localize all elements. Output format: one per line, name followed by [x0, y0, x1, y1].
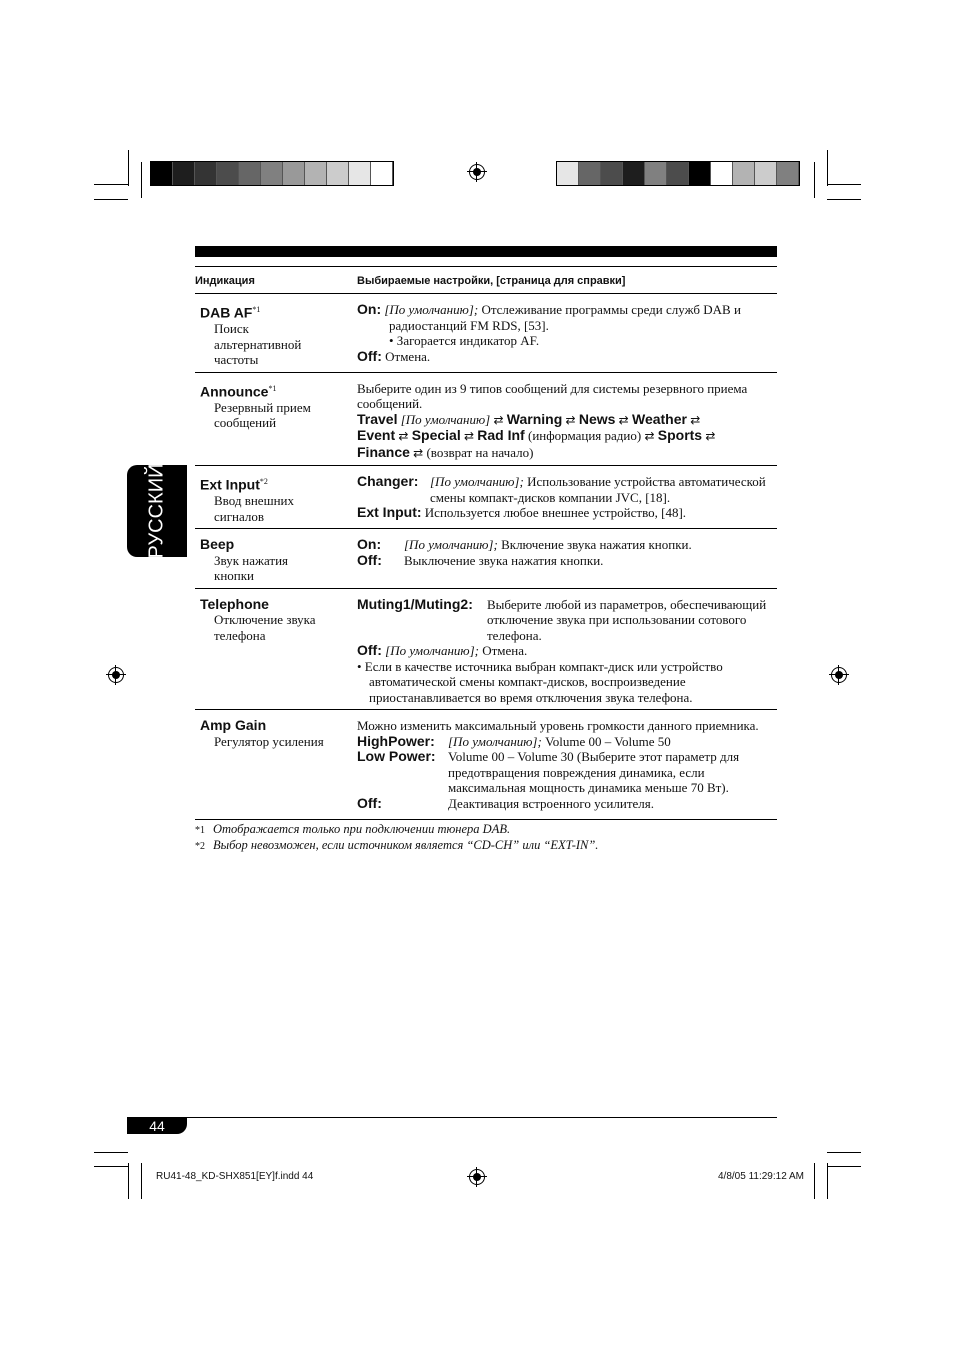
option-key: On:	[357, 536, 382, 553]
color-swatch	[645, 162, 667, 185]
color-swatch	[667, 162, 689, 185]
column-header-indication: Индикация	[195, 275, 255, 287]
color-swatch	[217, 162, 239, 185]
option-text: Выберите любой из параметров, обеспечивающий отключение звука при использовании сотового телефона.	[487, 596, 767, 643]
option-key: Changer:	[357, 473, 419, 490]
footnote-ref: *1	[252, 305, 261, 314]
cycle-arrow-icon: ⇄	[705, 429, 716, 444]
table-header	[195, 266, 777, 294]
registration-mark-icon	[831, 667, 847, 683]
language-tab	[127, 465, 187, 557]
option-text: Отслеживание программы среди служб DAB и радиостанций FM RDS, [53].	[389, 302, 741, 333]
default-marker: [По умолчанию];	[385, 643, 479, 659]
default-marker: [По умолчанию];	[448, 733, 542, 749]
table-row-beep	[195, 529, 777, 589]
color-swatch	[239, 162, 261, 185]
color-swatch	[371, 162, 393, 185]
registration-mark-icon	[469, 164, 485, 180]
announce-cycle: Travel [По умолчанию] ⇄ Warning ⇄ News ⇄ Weather ⇄ Event ⇄ Special ⇄ Rad Inf (информация радио) ⇄ Sports ⇄ Finance ⇄ (возврат на начало)	[357, 410, 716, 460]
option-text: Выключение звука нажатия кнопки.	[404, 552, 604, 568]
color-swatch	[195, 162, 217, 185]
color-swatch	[327, 162, 349, 185]
color-calibration-bar-right	[556, 161, 800, 186]
color-calibration-bar-left	[150, 161, 394, 186]
table-row-announce	[195, 373, 777, 467]
row-description: Ввод внешних сигналов	[214, 493, 294, 524]
cycle-arrow-icon: ⇄	[690, 412, 701, 427]
color-swatch	[261, 162, 283, 185]
row-label: Beep	[200, 536, 235, 553]
color-swatch	[557, 162, 579, 185]
option-key: Off:	[357, 347, 382, 364]
color-swatch	[777, 162, 799, 185]
bullet-note: • Загорается индикатор AF.	[389, 333, 540, 348]
column-header-settings: Выбираемые настройки, [страница для справки]	[357, 275, 626, 287]
page-number: 44	[127, 1118, 187, 1134]
option-key: Low Power:	[357, 748, 436, 765]
row-description: Резервный прием сообщений	[214, 399, 311, 431]
option-text: Volume 00 – Volume 50	[541, 733, 671, 749]
row-label: Amp Gain	[200, 717, 267, 734]
color-swatch	[733, 162, 755, 185]
footnote-ref: *2	[259, 477, 268, 487]
row-label: Telephone	[200, 595, 269, 612]
intro-text: Выберите один из 9 типов сообщений для системы резервного приема сообщений.	[357, 380, 748, 412]
cycle-arrow-icon: ⇄	[398, 429, 409, 444]
default-marker: [По умолчанию];	[384, 302, 479, 317]
registration-mark-icon	[108, 667, 124, 683]
settings-table	[195, 246, 777, 820]
footnote-ref: *1	[268, 383, 277, 393]
color-swatch	[623, 162, 645, 185]
option-key: On:	[357, 301, 382, 317]
cycle-arrow-icon: ⇄	[565, 412, 576, 427]
option-key: HighPower:	[357, 732, 435, 749]
color-swatch	[755, 162, 777, 185]
slug-date-time: 4/8/05 11:29:12 AM	[718, 1171, 804, 1182]
intro-text: Можно изменить максимальный уровень громкости данного приемника.	[357, 718, 759, 734]
row-description: Регулятор усиления	[214, 733, 324, 749]
default-marker: [По умолчанию];	[404, 537, 498, 553]
option-text: Отмена.	[381, 348, 431, 364]
bullet-note: • Если в качестве источника выбран компакт-диск или устройство автоматической смены компакт-дисков, воспроизведение приостанавливается во время отключения звука телефона.	[357, 658, 723, 705]
registration-mark-icon	[469, 1169, 485, 1185]
row-label: Announce	[200, 383, 269, 400]
option-text: Volume 00 – Volume 30 (Выберите этот параметр для предотвращения повреждения динамика, если максимальная мощность динамика меньше 70 Вт).	[448, 749, 740, 796]
option-text: Используется любое внешнее устройство, [48].	[421, 505, 687, 521]
option-text: Отмена.	[478, 643, 528, 659]
color-swatch	[689, 162, 711, 185]
cycle-arrow-icon: ⇄	[493, 412, 504, 427]
language-tab-label: РУССКИЙ	[145, 463, 168, 559]
color-swatch	[579, 162, 601, 185]
option-key: Muting1/Muting2:	[357, 595, 473, 612]
table-row-telephone	[195, 589, 777, 711]
row-description: Звук нажатия кнопки	[214, 552, 289, 584]
slug-file-info: RU41-48_KD-SHX851[EY]f.indd 44	[156, 1171, 314, 1182]
cycle-arrow-icon: ⇄	[463, 429, 475, 444]
row-description: Отключение звука телефона	[214, 612, 316, 643]
table-row-ext-input	[195, 466, 777, 529]
option-key: Off:	[357, 794, 382, 811]
color-swatch	[151, 162, 173, 185]
option-text: Включение звука нажатия кнопки.	[497, 537, 692, 553]
color-swatch	[711, 162, 733, 185]
color-swatch	[349, 162, 371, 185]
row-description: Поиск альтернативной частоты	[214, 321, 302, 368]
color-swatch	[283, 162, 305, 185]
option-text: Деактивация встроенного усилителя.	[448, 795, 655, 811]
color-swatch	[173, 162, 195, 185]
footnote: *2 Выбор невозможен, если источником является “CD-CH” или “EXT-IN”.	[195, 838, 599, 852]
row-label: Ext Input	[200, 476, 260, 493]
color-swatch	[601, 162, 623, 185]
option-key: Off:	[357, 551, 382, 568]
color-swatch	[305, 162, 327, 185]
option-key: Off:	[357, 642, 382, 659]
option-text: Использование устройства автоматической смены компакт-дисков компании JVC, [18].	[430, 474, 766, 505]
cycle-arrow-icon: ⇄	[644, 429, 655, 444]
table-top-rule	[195, 246, 777, 257]
default-marker: [По умолчанию];	[430, 474, 524, 490]
cycle-arrow-icon: ⇄	[618, 412, 629, 427]
bottom-rule	[127, 1117, 777, 1118]
row-label: DAB AF	[200, 304, 253, 321]
option-key: Ext Input:	[357, 504, 422, 521]
footnote: *1 Отображается только при подключении тюнера DAB.	[195, 822, 511, 836]
table-row-amp-gain	[195, 710, 777, 820]
cycle-arrow-icon: ⇄	[413, 445, 424, 460]
table-row-dab-af	[195, 294, 777, 373]
